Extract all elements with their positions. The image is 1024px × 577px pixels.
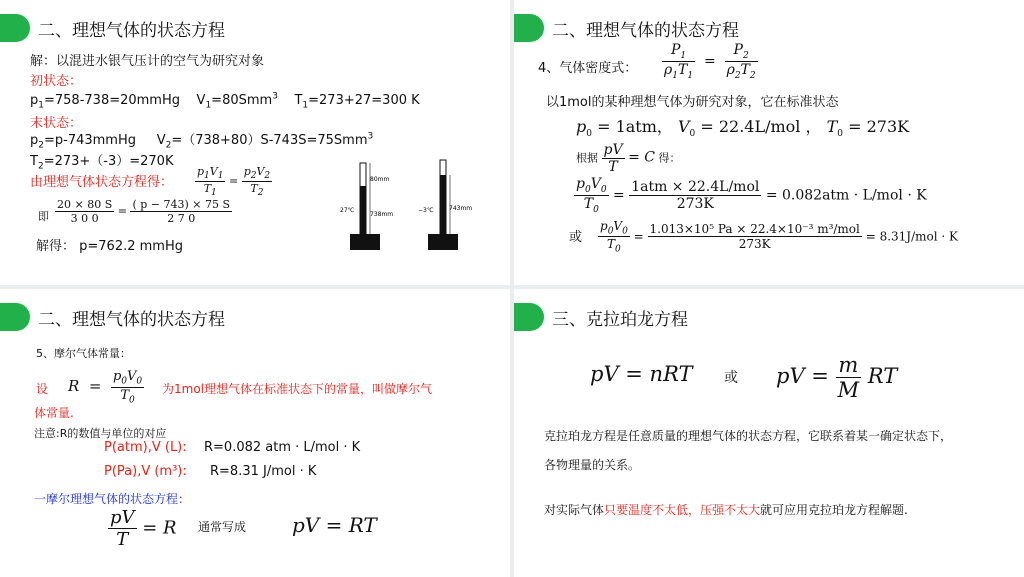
- calc2-numerator: 1.013×10⁵ Pa × 22.4×10⁻³ m³/mol: [649, 222, 860, 237]
- from-equation-label: 由理想气体状态方程得：: [30, 175, 174, 190]
- calc1-numerator: 1atm × 22.4L/mol: [631, 178, 760, 195]
- clapeyron-equation-1: pV = nRT: [590, 362, 693, 386]
- slide-clapeyron-equation: [514, 289, 1024, 577]
- left-reservoir: [350, 234, 380, 250]
- r-value-1: R=0.082 atm · L/mol · K: [204, 440, 361, 455]
- gas-law-formula: $\frac{p_1V_1}{T_1}$ = $\frac{p_2V_2}{T_2}$: [197, 165, 271, 199]
- title-tab-marker: [514, 303, 544, 331]
- eq2-numerator: m: [836, 353, 862, 378]
- right-mercury-column: [440, 175, 446, 238]
- t2-value: $T_2=273+(-3)=270K$: [30, 154, 174, 172]
- final-state-label: 末状态：: [30, 116, 83, 131]
- application-suffix: 就可应用克拉珀龙方程解题.: [760, 503, 908, 517]
- v2-value: $V_2=(738+80)S-743S=75Smm^3$: [156, 131, 374, 151]
- one-mol-equation-label: 一摩尔理想气体的状态方程：: [34, 492, 191, 506]
- initial-state-label: 初状态：: [30, 74, 83, 89]
- slide-molar-gas-constant: [0, 289, 510, 577]
- left-gap-label: 80mm: [370, 176, 390, 183]
- substituted-equation: $\frac{20 \times 80 S}{3 0 0}$ = $\frac{( p - 743) \times 75 S}{2 7 0}$: [57, 198, 231, 225]
- clapeyron-equation-2: [776, 353, 897, 402]
- r-definition-formula: R = $\frac{p_0V_0}{T_0}$: [68, 369, 143, 406]
- eq-left-numerator: 20 × 80 S: [57, 198, 113, 211]
- gen-prefix: 根据: [576, 151, 598, 165]
- barometer-diagram: [340, 158, 490, 254]
- calc2-result: = 8.31J/mol · K: [865, 229, 958, 244]
- pv-rt-formula: pV = RT: [292, 513, 377, 537]
- r-value-2: R=8.31 J/mol · K: [210, 464, 317, 479]
- eq2-denominator: M: [837, 378, 860, 402]
- v1-value: $V_1=80Smm^3$: [196, 92, 278, 111]
- calc-line-1: $\frac{p_0V_0}{T_0}$ = $\frac{\text{1atm × 22.4L/mol}}{273K}$ = 0.082atm · L/mol · K: [576, 176, 927, 215]
- r-description-cont: 体常量.: [34, 406, 74, 420]
- calc1-result: = 0.082atm · L/mol · K: [765, 187, 927, 204]
- right-reservoir: [428, 234, 458, 250]
- slide-gas-density: [514, 0, 1024, 285]
- t1-value: $T_1=273+27=300$ K: [294, 93, 420, 111]
- intro-line: 以1mol的某种理想气体为研究对象，它在标准状态: [546, 95, 839, 110]
- calc-line-2: $\frac{p_0V_0}{T_0}$ = $\frac{\text{1.013×10⁵ Pa × 22.4×10⁻³ m³/mol}}{273K}$ = 8.31J/mol · K: [600, 219, 958, 255]
- answer-line: 解得： p=762.2 mmHg: [36, 239, 183, 254]
- initial-state-values: [30, 92, 420, 111]
- or-label: 或: [724, 370, 738, 386]
- slide-title: 三、克拉珀龙方程: [552, 310, 688, 330]
- application-prefix: 对实际气体: [544, 503, 605, 517]
- left-column-label: 738mm: [370, 211, 394, 218]
- title-tab-marker: [0, 14, 30, 42]
- calc2-denominator: 273K: [738, 237, 771, 252]
- or-label: 或: [569, 230, 583, 245]
- eq2-left: pV =: [776, 364, 829, 388]
- eq-right-numerator: ( p − 743) × 75 S: [132, 198, 231, 211]
- usual-form-label: 通常写成: [198, 520, 247, 534]
- slide-title: 二、理想气体的状态方程: [38, 310, 225, 330]
- description-line-2: 各物理量的关系。: [544, 458, 641, 472]
- eq-right-denominator: 2 7 0: [167, 212, 196, 225]
- density-label: 4、气体密度式：: [538, 61, 638, 76]
- application-line: [544, 501, 908, 518]
- right-temp-label: −3℃: [418, 207, 434, 214]
- calc1-denominator: 273K: [676, 195, 714, 212]
- pv-over-t-formula: $\frac{pV}{T}$ = R: [110, 507, 177, 550]
- r-description: 为1mol理想气体在标准状态下的常量，叫做摩尔气: [162, 382, 433, 396]
- standard-state-line: $p_0 = 1atm$， $V_0 = 22.4L/mol$ ， $T_0 = 273K$: [576, 117, 910, 140]
- slide-title: 二、理想气体的状态方程: [38, 21, 225, 41]
- slide-ideal-gas-example: [0, 0, 510, 285]
- note-line: 注意:R的数值与单位的对应: [34, 427, 167, 440]
- gen-suffix: 得：: [658, 151, 681, 165]
- unit2-label: P(Pa),V (m³):: [104, 464, 187, 479]
- slide-title: 二、理想气体的状态方程: [552, 21, 739, 41]
- application-condition: 只要温度不太低，压强不太大: [604, 503, 761, 517]
- eq-left-denominator: 3 0 0: [70, 212, 99, 225]
- p1-value: $p_1=758-738=20mmHg$: [30, 93, 180, 111]
- item5-label: 5、摩尔气体常量：: [36, 347, 131, 360]
- she-label: 设: [36, 382, 49, 396]
- left-mercury-column: [360, 186, 366, 238]
- description-line-1: 克拉珀龙方程是任意质量的理想气体的状态方程，它联系着某一确定状态下，: [544, 429, 953, 443]
- title-tab-marker: [0, 303, 30, 331]
- density-formula: $\frac{P_1}{\rho_1T_1}$ = $\frac{P_2}{\rho_2T_2}$: [664, 42, 756, 81]
- solution-line: 解：以混进水银气压计的空气为研究对象: [30, 54, 265, 69]
- title-tab-marker: [514, 14, 544, 42]
- final-state-values: [30, 129, 373, 151]
- unit1-label: P(atm),V (L):: [104, 440, 187, 455]
- right-column-label: 743mm: [449, 205, 473, 212]
- p2-value: $p_2=p-743mmHg$: [30, 133, 137, 151]
- eq2-right: RT: [867, 364, 898, 388]
- ji-label: 即: [38, 210, 49, 223]
- general-equation-line: 根据 $\frac{pV}{T}$ = C 得：: [576, 142, 681, 175]
- left-temp-label: 27℃: [340, 207, 355, 214]
